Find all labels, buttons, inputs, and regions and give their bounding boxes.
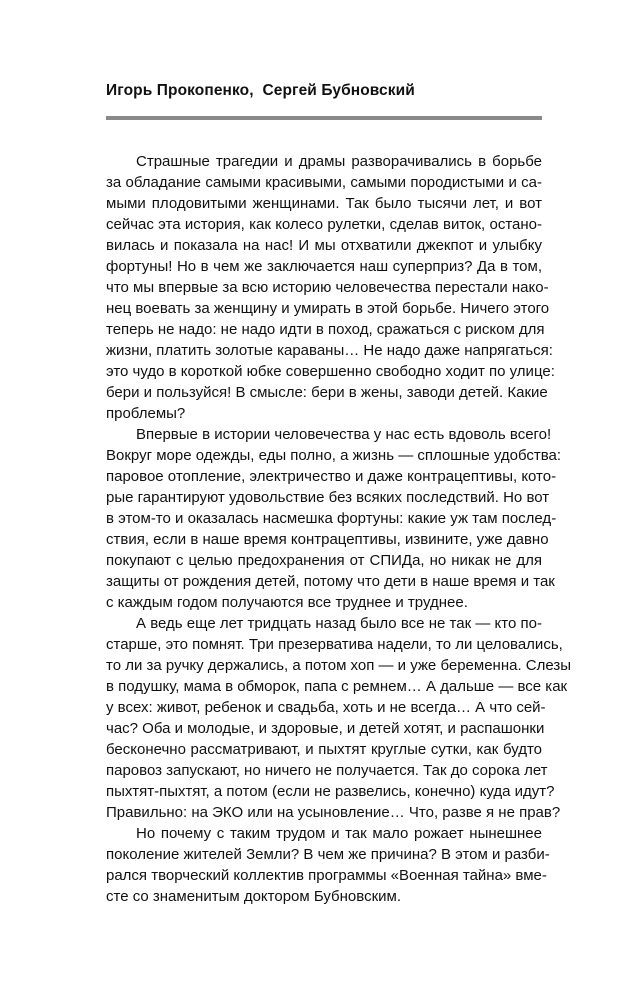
running-header-authors: Игорь Прокопенко, Сергей Бубновский [106, 82, 415, 99]
text-line: у всех: живот, ребенок и свадьба, хоть и не всегда… А что сей- [106, 699, 546, 716]
body-text [106, 151, 572, 907]
text-line: А ведь еще лет тридцать назад было все не так — кто по- [136, 615, 542, 632]
text-line: вилась и показала на нас! И мы отхватили джекпот и улыбку [106, 237, 542, 254]
paragraph [106, 613, 572, 823]
text-line: за обладание самыми красивыми, самыми породистыми и са- [106, 174, 542, 191]
paragraph [106, 823, 550, 907]
text-line: Но почему с таким трудом и так мало рожает нынешнее [136, 825, 542, 842]
text-line: ствия, если в наше время контрацептивы, извините, уже давно [106, 531, 549, 548]
paragraph [106, 424, 562, 613]
text-line: сейчас эта история, как колесо рулетки, сделав виток, остано- [106, 216, 542, 233]
text-line: в этом-то и оказалась насмешка фортуны: какие уж там послед- [106, 510, 557, 527]
text-line: час? Оба и молодые, и здоровые, и детей хотят, и распашонки [106, 720, 545, 737]
text-line: жизни, платить золотые караваны… Не надо даже напрягаться: [106, 342, 553, 359]
text-line: фортуны! Но в чем же заключается наш суперприз? Да в том, [106, 258, 542, 275]
text-line: проблемы? [106, 405, 186, 422]
text-line: покупают с целью предохранения от СПИДа, но никак не для [106, 552, 542, 569]
text-line: это чудо в короткой юбке совершенно свободно ходит по улице: [106, 363, 555, 380]
text-line: бесконечно рассматривают, и пыхтят круглые сутки, как будто [106, 741, 542, 758]
text-line: теперь не надо: не надо идти в поход, сражаться с риском для [106, 321, 545, 338]
text-line: защиты от рождения детей, потому что дети в наше время и так [106, 573, 555, 590]
text-line: сте со знаменитым доктором Бубновским. [106, 888, 401, 905]
text-line: Страшные трагедии и драмы разворачивались в борьбе [136, 153, 542, 170]
text-line: Правильно: на ЭКО или на усыновление… Что, разве я не прав? [106, 804, 561, 821]
text-line: нец воевать за женщину и умирать в этой борьбе. Ничего этого [106, 300, 550, 317]
text-line: в подушку, мама в обморок, папа с ремнем… А дальше — все как [106, 678, 568, 695]
text-line: рался творческий коллектив программы «Военная тайна» вме- [106, 867, 547, 884]
text-line: поколение жителей Земли? В чем же причина? В этом и разби- [106, 846, 550, 863]
text-line: паровое отопление, электричество и даже контрацептивы, кото- [106, 468, 557, 485]
text-line: рые гарантируют удовольствие без всяких последствий. Но вот [106, 489, 550, 506]
text-line: то ли за ручку держались, а потом хоп — и уже беременна. Слезы [106, 657, 572, 674]
text-line: Вокруг море одежды, еды полно, а жизнь — сплошные удобства: [106, 447, 562, 464]
header-rule [106, 116, 542, 120]
text-line: паровоз запускают, но ничего не получается. Так до сорока лет [106, 762, 548, 779]
text-line: что мы впервые за всю историю человечества перестали нако- [106, 279, 549, 296]
text-line: старше, это помнят. Три презерватива надели, то ли целовались, [106, 636, 563, 653]
text-line: Впервые в истории человечества у нас есть вдоволь всего! [136, 426, 552, 443]
text-line: пыхтят-пыхтят, а потом (если не развелись, конечно) куда идут? [106, 783, 555, 800]
paragraph [106, 151, 555, 424]
text-line: бери и пользуйся! В смысле: бери в жены, заводи детей. Какие [106, 384, 548, 401]
text-line: с каждым годом получаются все труднее и труднее. [106, 594, 468, 611]
text-line: мыми плодовитыми женщинами. Так было тысячи лет, и вот [106, 195, 542, 212]
